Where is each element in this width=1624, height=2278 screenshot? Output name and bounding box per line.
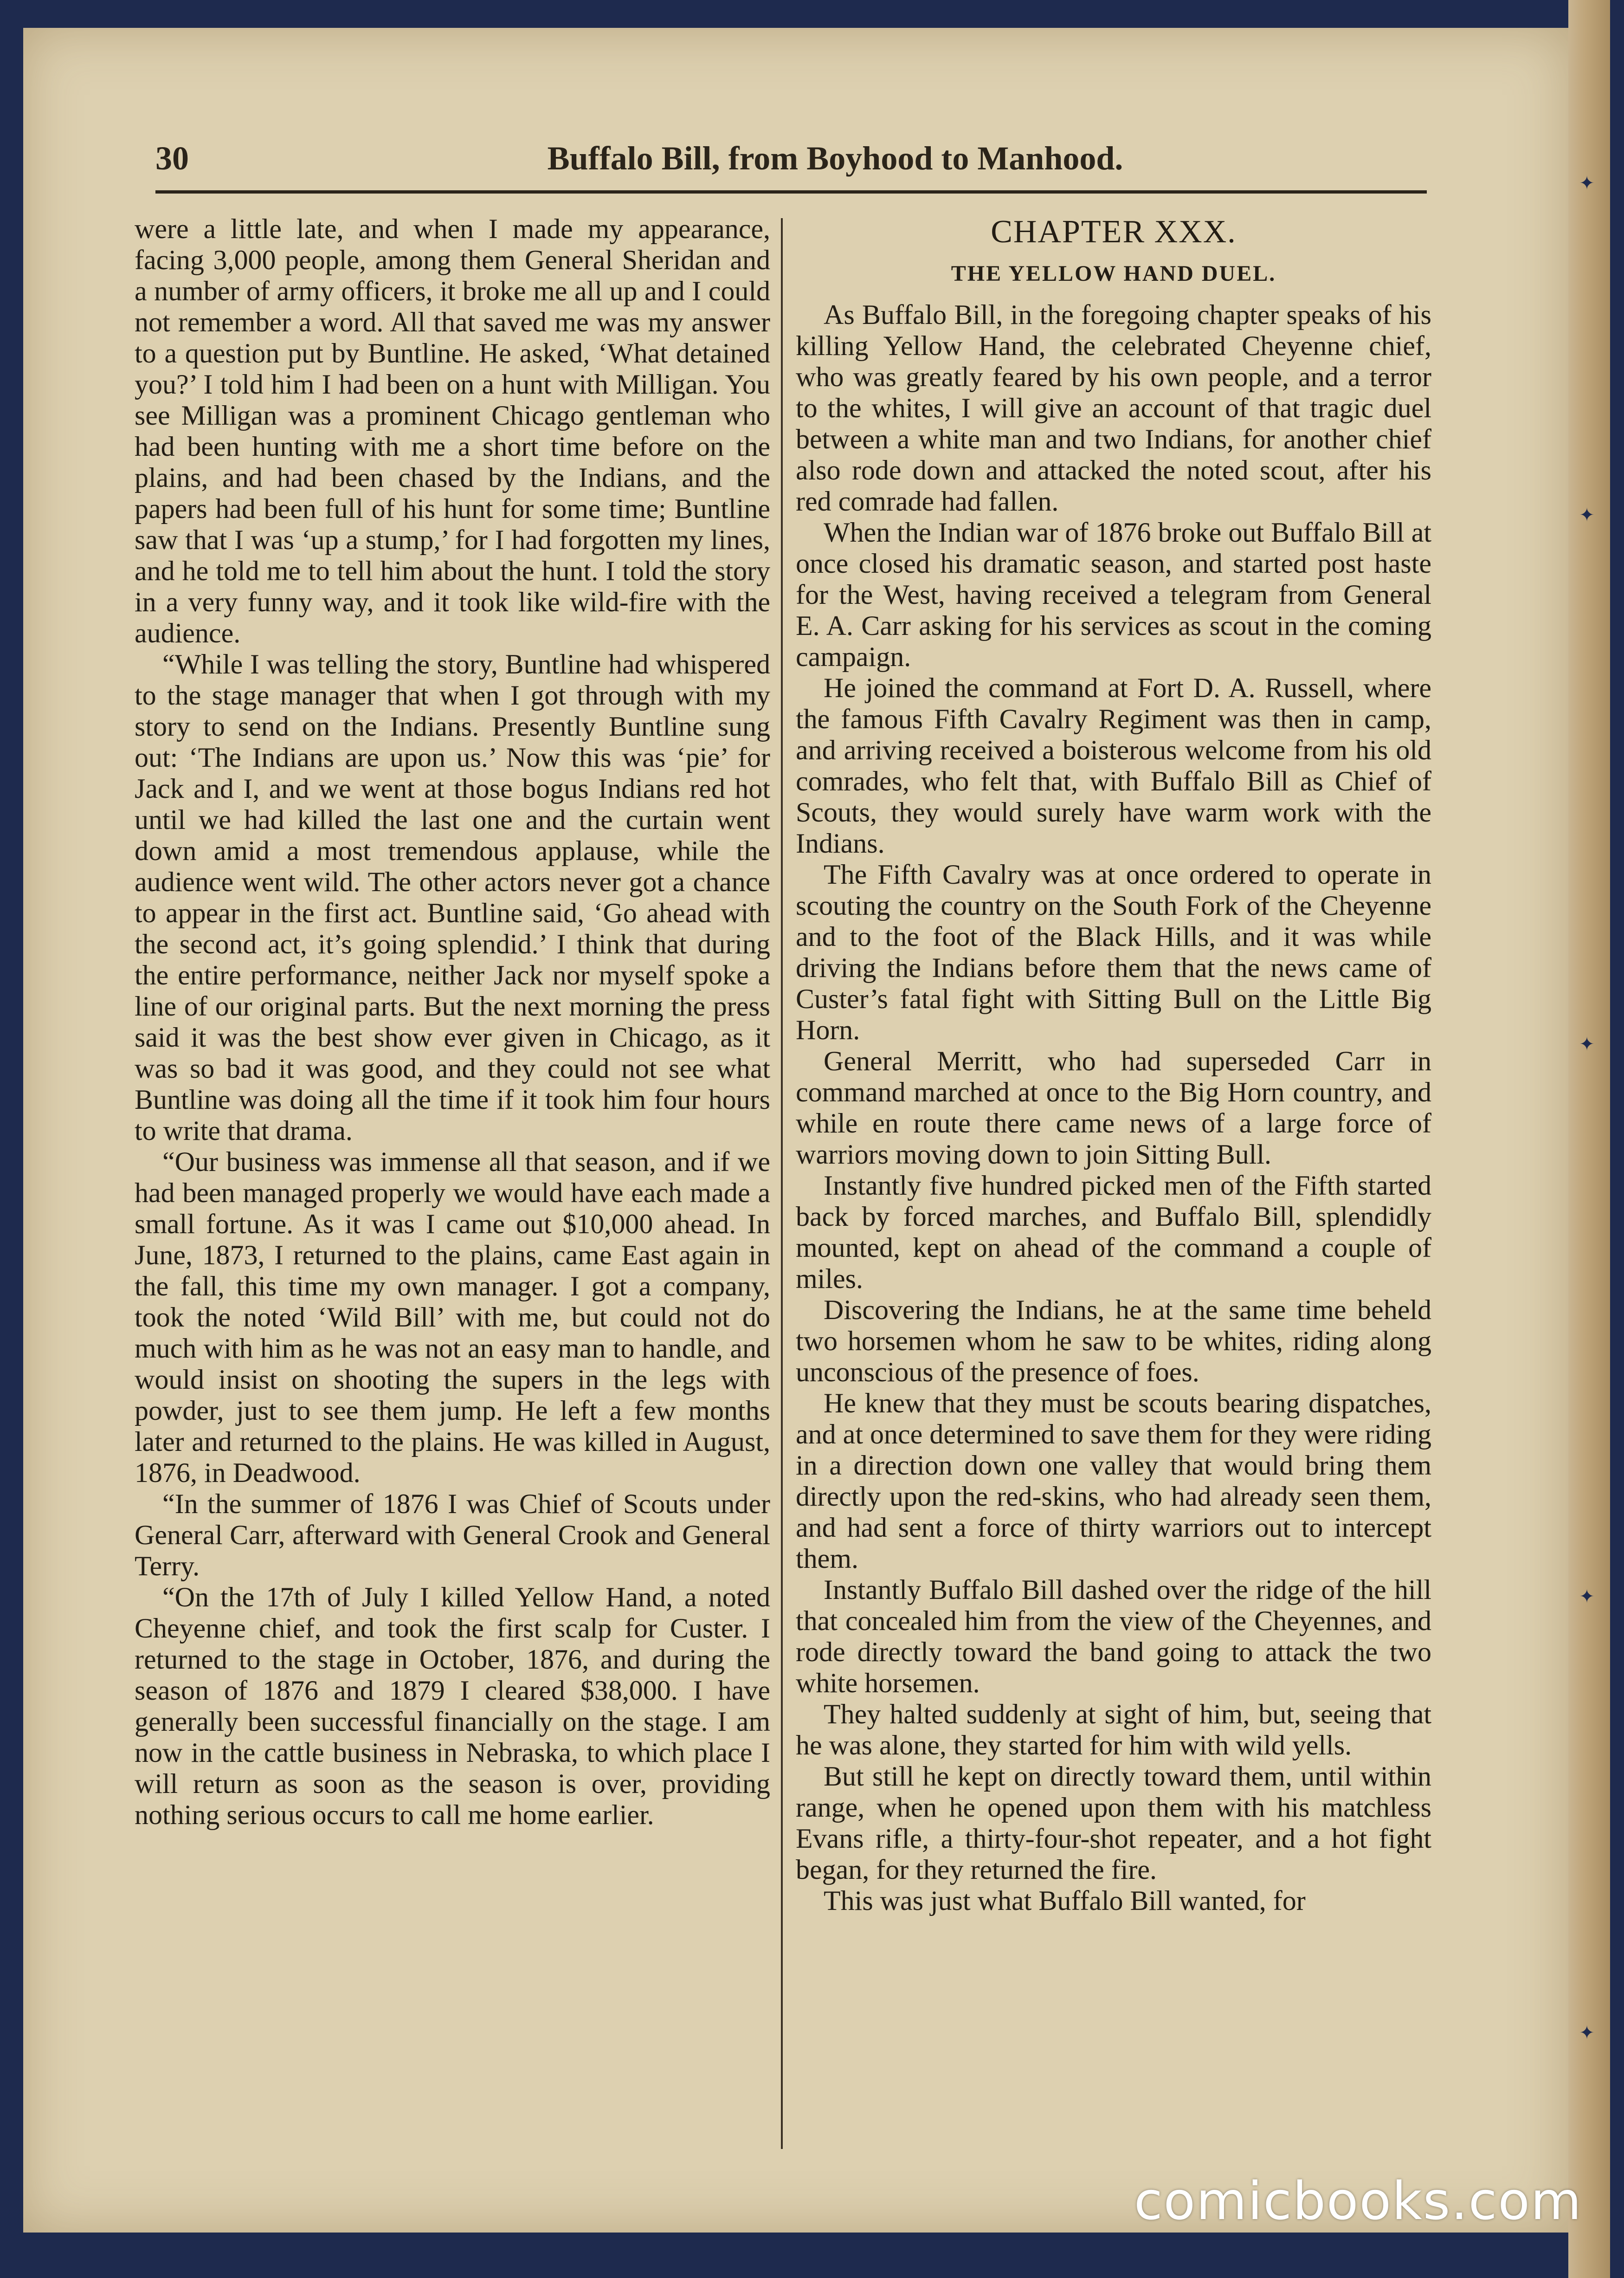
paragraph: As Buffalo Bill, in the foregoing chapter speaks of his killing Yellow Hand, the celebrated Cheyenne chief, who was greatly feared by his own people, and a terror to the whites, I will give an account of that tragic duel between a white man and two Indians, for another chief also rode down and attacked the noted scout, after his red comrade had fallen. bbox=[796, 299, 1431, 517]
paragraph: Instantly five hundred picked men of the Fifth started back by forced marches, and Buffalo Bill, splendidly mounted, kept on ahead of the command a couple of miles. bbox=[796, 1170, 1431, 1294]
binding-stitch: ✦ bbox=[1579, 1586, 1595, 1607]
right-column bbox=[796, 214, 1431, 2140]
paragraph: This was just what Buffalo Bill wanted, for bbox=[824, 1885, 1306, 1916]
paragraph: When the Indian war of 1876 broke out Buffalo Bill at once closed his dramatic season, and started post haste for the West, having received a telegram from General E. A. Carr asking for his services as scout in the coming campaign. bbox=[796, 517, 1431, 672]
binding-stitch: ✦ bbox=[1579, 1034, 1595, 1055]
book-spine bbox=[1568, 0, 1610, 2278]
page-number: 30 bbox=[155, 140, 189, 177]
running-title: Buffalo Bill, from Boyhood to Manhood. bbox=[547, 140, 1123, 177]
binding-stitch: ✦ bbox=[1579, 505, 1595, 526]
paragraph: He knew that they must be scouts bearing dispatches, and at once determined to save them for they were riding in a direction down one valley that would bring them directly upon the red-skins, who had already seen them, and had sent a force of thirty warriors out to intercept them. bbox=[796, 1388, 1431, 1574]
paragraph: But still he kept on directly toward them, until within range, when he opened upon them with his matchless Evans rifle, a thirty-four-shot repeater, and a hot fight began, for they returned the fire. bbox=[796, 1761, 1431, 1885]
column-divider bbox=[781, 218, 783, 2149]
paragraph: “Our business was immense all that season, and if we had been managed properly we would have each made a small fortune. As it was I came out $10,000 ahead. In June, 1873, I returned to the plains, came East again in the fall, this time my own manager. I got a company, took the noted ‘Wild Bill’ with me, but could not do much with him as he was not an easy man to handle, and would insist on shooting the supers in the legs with powder, just to see them jump. He left a few months later and returned to the plains. He was killed in August, 1876, in Deadwood. bbox=[135, 1146, 770, 1488]
paragraph: “In the summer of 1876 I was Chief of Scouts under General Carr, afterward with General Crook and General Terry. bbox=[135, 1488, 770, 1581]
left-column bbox=[135, 214, 770, 2140]
site-watermark: comicbooks.com bbox=[1134, 2171, 1582, 2232]
paragraph: Discovering the Indians, he at the same time beheld two horsemen whom he saw to be whites, riding along unconscious of the presence of foes. bbox=[796, 1294, 1431, 1387]
paragraph: He joined the command at Fort D. A. Russell, where the famous Fifth Cavalry Regiment was then in camp, and arriving received a boisterous welcome from his old comrades, who felt that, with Buffalo Bill as Chief of Scouts, they would surely have warm work with the Indians. bbox=[796, 673, 1431, 859]
binding-stitch: ✦ bbox=[1579, 2022, 1595, 2044]
paragraph: “While I was telling the story, Buntline had whispered to the stage manager that when I got through with my story to send on the Indians. Presently Buntline sung out: ‘The Indians are upon us.’ Now this was ‘pie’ for Jack and I, and we went at those bogus Indians red hot until we had killed the last one and the curtain went down amid a most tremendous applause, while the audience went wild. The other actors never got a chance to appear in the first act. Buntline said, ‘Go ahead with the second act, it’s going splendid.’ I think that during the entire performance, neither Jack nor myself spoke a line of our original parts. But the next morning the press said it was the best show ever given in Chicago, as it was so bad it was good, and they could not see what Buntline was doing all the time if it took him four hours to write that drama. bbox=[135, 649, 770, 1146]
paragraph: The Fifth Cavalry was at once ordered to operate in scouting the country on the South Fork of the Cheyenne and to the foot of the Black Hills, and it was while driving the Indians before them that the news came of Custer’s fatal fight with Sitting Bull on the Little Big Horn. bbox=[796, 859, 1431, 1045]
paragraph: They halted suddenly at sight of him, but, seeing that he was alone, they started for him with wild yells. bbox=[796, 1699, 1431, 1760]
chapter-title: CHAPTER XXX. bbox=[991, 214, 1237, 250]
chapter-subtitle: THE YELLOW HAND DUEL. bbox=[951, 261, 1276, 286]
paragraph: Instantly Buffalo Bill dashed over the ridge of the hill that concealed him from the view of the Cheyennes, and rode directly toward the band going to attack the two white horsemen. bbox=[796, 1574, 1431, 1698]
paragraph: were a little late, and when I made my appearance, facing 3,000 people, among them General Sheridan and a number of army officers, it broke me all up and I could not remember a word. All that saved me was my answer to a question put by Buntline. He asked, ‘What detained you?’ I told him I had been on a hunt with Milligan. You see Milligan was a prominent Chicago gentleman who had been hunting with me a short time before on the plains, and had been chased by the Indians, and the papers had been full of his hunt for some time; Buntline saw that I was ‘up a stump,’ for I had forgotten my lines, and he told me to tell him about the hunt. I told the story in a very funny way, and it took like wild-fire with the audience. bbox=[135, 214, 770, 648]
page-header bbox=[0, 125, 1624, 190]
paragraph: General Merritt, who had superseded Carr in command marched at once to the Big Horn country, and while en route there came news of a large force of warriors moving down to join Sitting Bull. bbox=[796, 1046, 1431, 1170]
header-rule bbox=[155, 190, 1427, 194]
binding-stitch: ✦ bbox=[1579, 173, 1595, 194]
paragraph: “On the 17th of July I killed Yellow Hand, a noted Cheyenne chief, and took the first scalp for Custer. I returned to the stage in October, 1876, and during the season of 1876 and 1879 I cleared $38,000. I have generally been successful financially on the stage. I am now in the cattle business in Nebraska, to which place I will return as soon as the season is over, providing nothing serious occurs to call me home earlier. bbox=[135, 1582, 770, 1830]
